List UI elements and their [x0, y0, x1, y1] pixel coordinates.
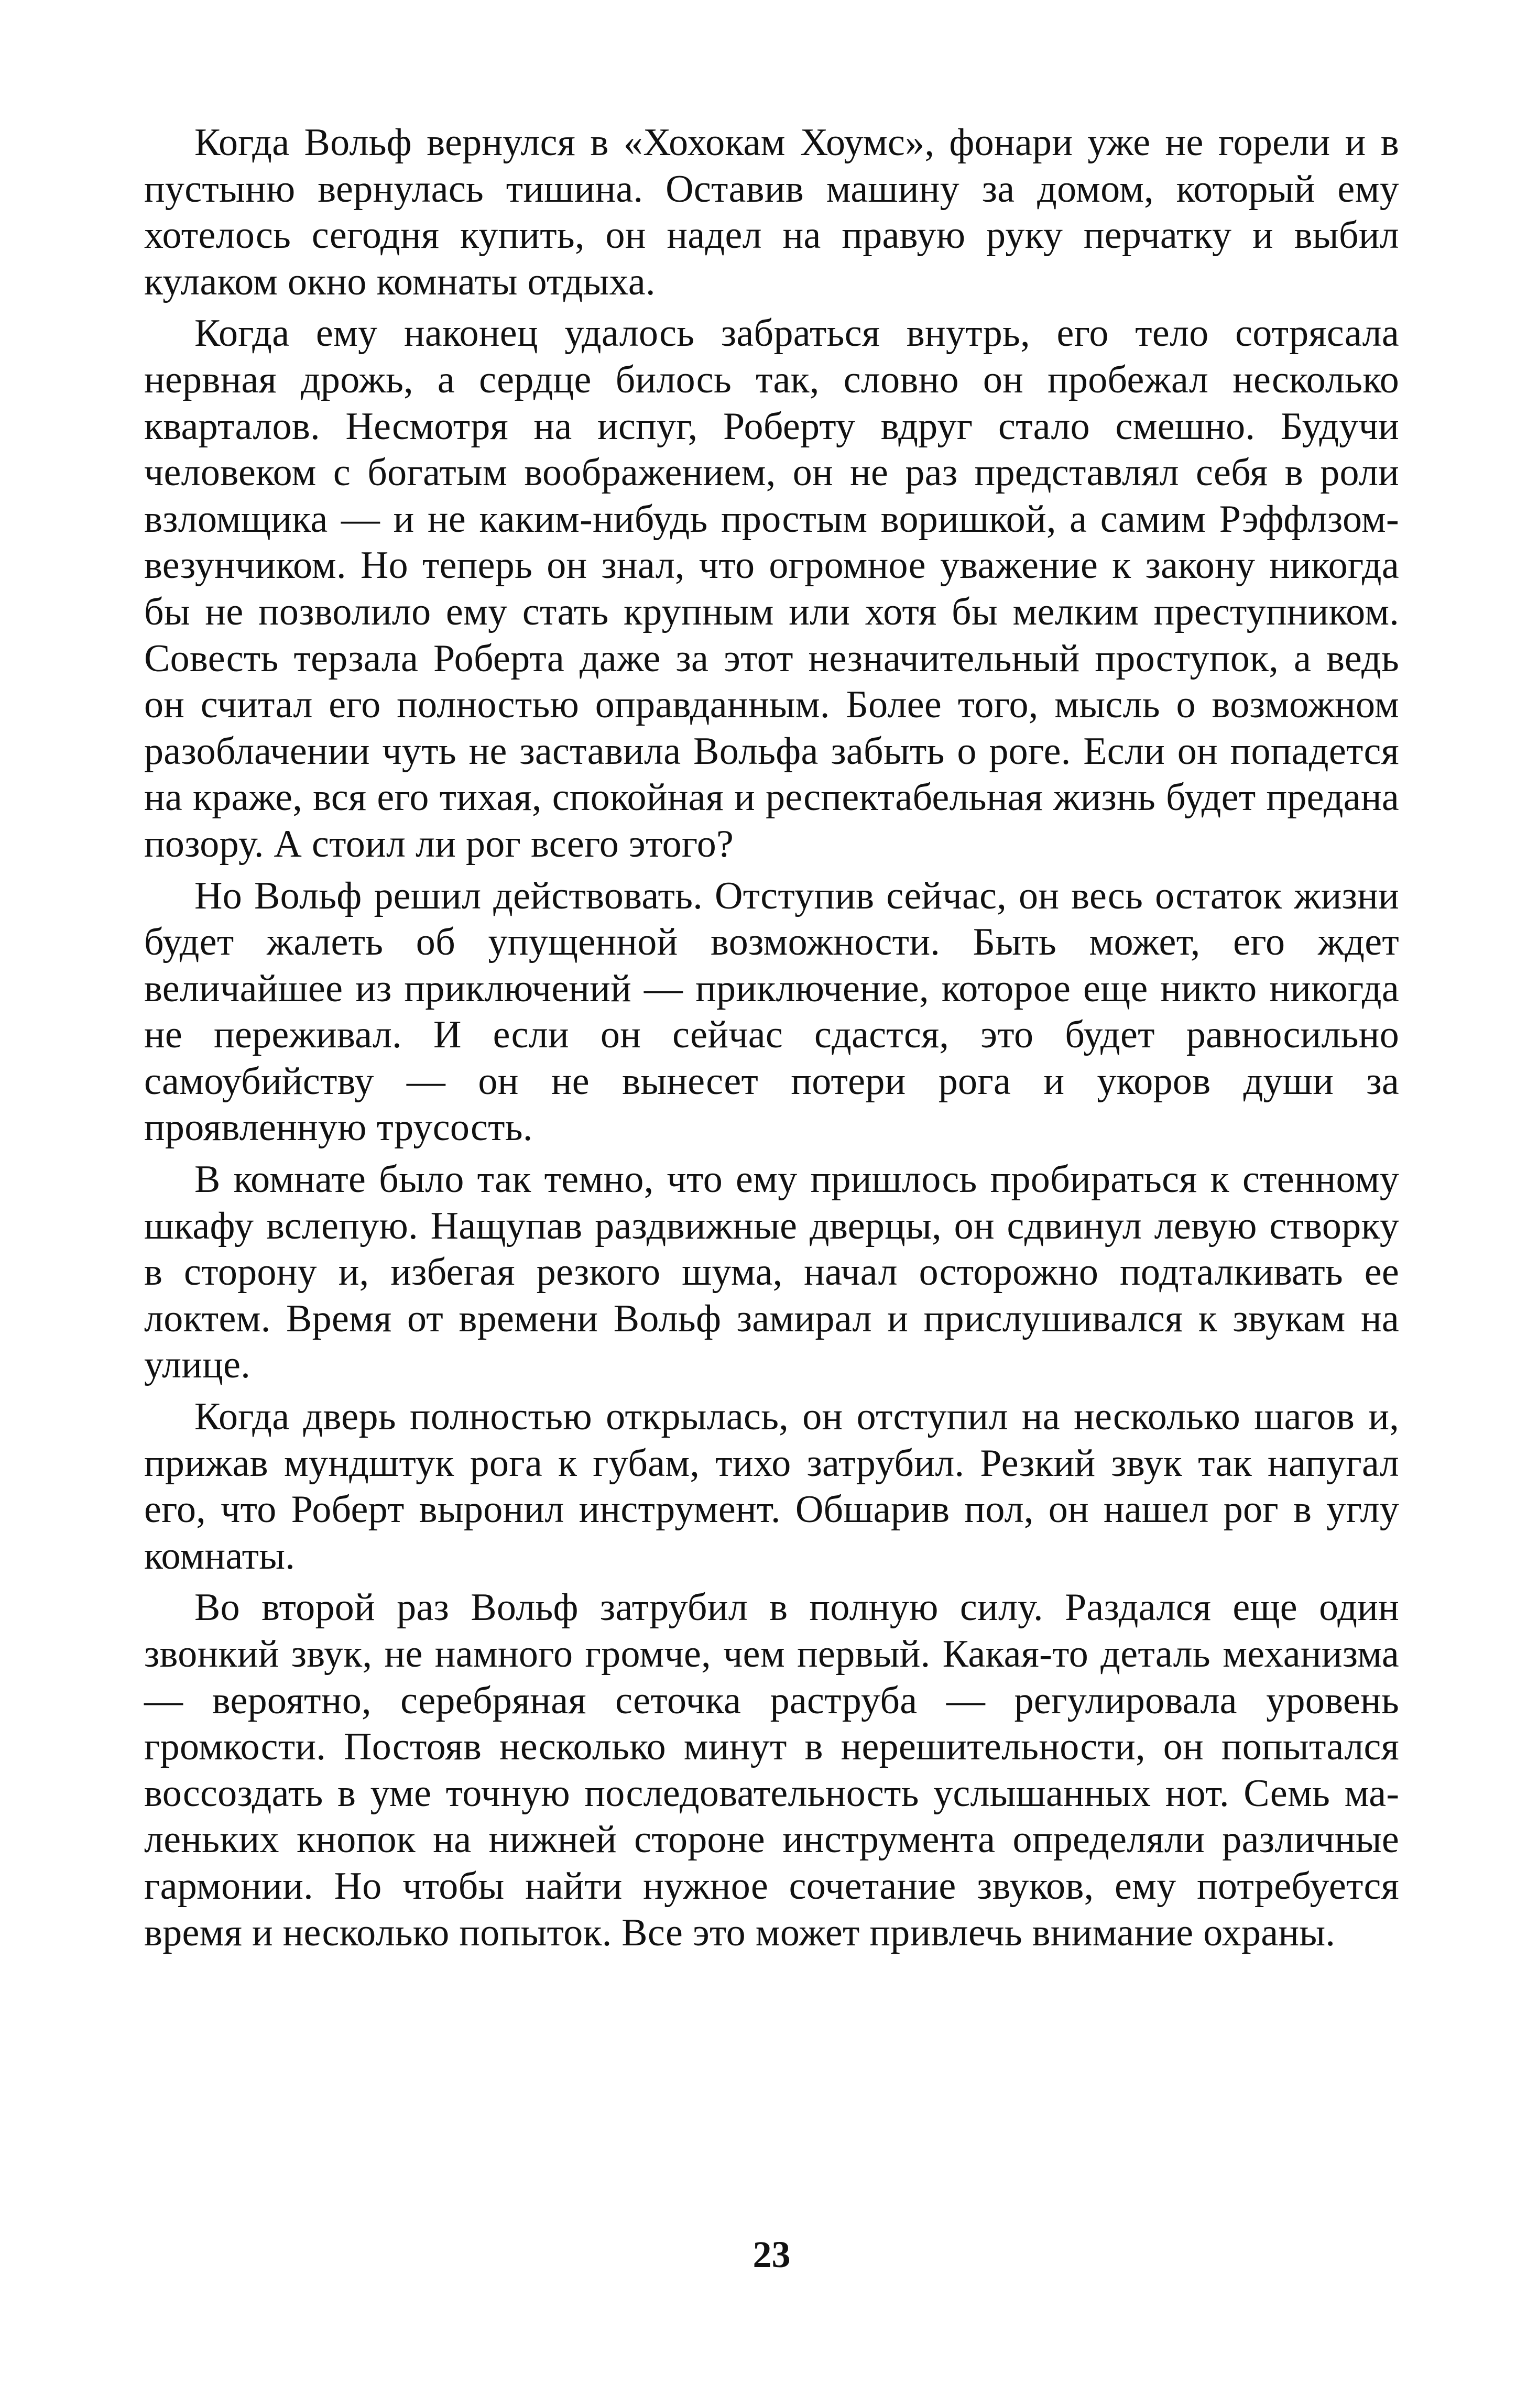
paragraph-4: В комнате было так темно, что ему пришлось пробираться к стенному шкафу вслепую. Нащупав раздвижные дверцы, он сдвинул левую створку в сторону и, избегая резкого шума, начал осторожно подталкивать ее локтем. Время от времени Вольф замирал и прислушивался к звукам на улице. — [144, 1158, 1399, 1387]
paragraph-1: Когда Вольф вернулся в «Хохокам Хоумс», фонари уже не горели и в пустыню вернулась тишина. Оставив машину за домом, который ему хотелось сегодня купить, он надел на правую руку перчатку и выбил кулаком окно комнаты отдыха. — [144, 121, 1399, 303]
paragraph-5: Когда дверь полностью открылась, он отступил на несколько шагов и, прижав мундштук рога к губам, тихо затрубил. Резкий звук так напугал его, что Роберт выронил инструмент. Обшарив пол, он нашел рог в углу комнаты. — [144, 1395, 1399, 1578]
paragraph-2: Когда ему наконец удалось забраться внутрь, его тело сотрясала нервная дрожь, а сердце билось так, словно он пробежал несколько кварталов. Несмотря на испуг, Роберту вдруг стало смешно. Будучи человеком с богатым воображением, он не раз представлял себя в роли взломщика — и не каким-нибудь простым воришкой, а самим Рэффлзом-везунчиком. Но теперь он знал, что огромное уважение к закону никогда бы не позволило ему стать крупным или хотя бы мелким преступником. Совесть терзала Роберта даже за этот незначительный проступок, а ведь он считал его полностью оправданным. Более того, мысль о возможном разоблачении чуть не заставила Вольфа забыть о роге. Если он попадется на краже, вся его тихая, спокойная и респектабельная жизнь будет предана позору. А стоил ли рог всего этого? — [144, 312, 1399, 866]
page-number: 23 — [752, 2234, 791, 2275]
text-column — [144, 119, 1399, 1956]
book-page — [144, 119, 1399, 2346]
paragraph-6: Во второй раз Вольф затрубил в полную силу. Раздался еще один звонкий звук, не намного громче, чем первый. Какая-то деталь механизма — вероятно, серебряная сеточка раструба — регулировала уровень громкости. Постояв несколько минут в нерешительности, он попытался воссоздать в уме точную последовательность услышанных нот. Семь маленьких кнопок на нижней стороне инструмента определяли различные гармонии. Но чтобы найти нужное сочетание звуков, ему потребуется время и несколько попыток. Все это может привлечь внимание охраны. — [144, 1586, 1399, 1954]
paragraph-3: Но Вольф решил действовать. Отступив сейчас, он весь остаток жизни будет жалеть об упущенной возможности. Быть может, его ждет величайшее из приключений — приключение, которое еще никто никогда не переживал. И если он сейчас сдастся, это будет равносильно самоубийству — он не вынесет потери рога и укоров души за проявленную трусость. — [144, 874, 1399, 1150]
